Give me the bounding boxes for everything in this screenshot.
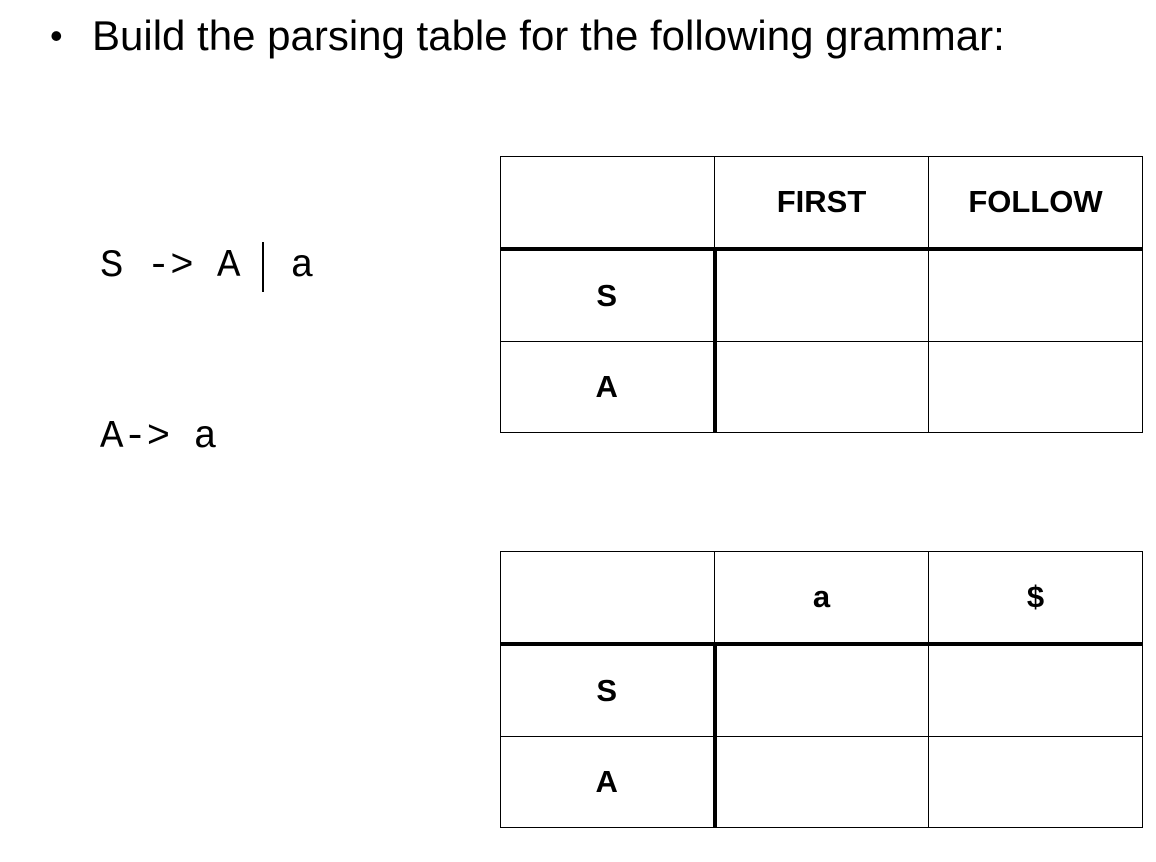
row-header: S: [501, 644, 715, 737]
alternation-bar: [262, 242, 264, 292]
table-row: [501, 342, 1143, 433]
corner-cell: [501, 157, 715, 250]
table-cell: [715, 644, 929, 737]
table-header-row: [501, 552, 1143, 645]
column-header-end-marker: $: [929, 552, 1143, 645]
row-header: A: [501, 737, 715, 828]
table-row: [501, 644, 1143, 737]
rule-lhs: A: [100, 415, 124, 459]
bullet-icon: •: [50, 15, 63, 56]
corner-cell: [501, 552, 715, 645]
row-header: S: [501, 249, 715, 342]
table-cell: [929, 644, 1143, 737]
parsing-table: [500, 551, 1143, 828]
grammar-rule-a: [100, 409, 314, 466]
grammar-rule-s: [100, 238, 314, 295]
column-header-follow: FOLLOW: [929, 157, 1143, 250]
table-row: [501, 737, 1143, 828]
row-header: A: [501, 342, 715, 433]
grammar-block: [100, 124, 314, 523]
column-header-terminal-a: a: [715, 552, 929, 645]
heading-text: Build the parsing table for the following grammar:: [92, 12, 1005, 59]
table-row: [501, 249, 1143, 342]
table-cell: [929, 249, 1143, 342]
first-follow-table: [500, 156, 1143, 433]
rule-lhs: S: [100, 244, 124, 288]
table-cell: [715, 342, 929, 433]
rule-arrow: ->: [123, 415, 171, 459]
question-heading: [50, 8, 1005, 64]
rule-arrow: ->: [146, 244, 194, 288]
table-cell: [929, 342, 1143, 433]
table-cell: [929, 737, 1143, 828]
table-cell: [715, 737, 929, 828]
table-cell: [715, 249, 929, 342]
rule-rhs: a: [193, 415, 218, 459]
table-header-row: [501, 157, 1143, 250]
rule-alternative: a: [290, 244, 314, 288]
column-header-first: FIRST: [715, 157, 929, 250]
rule-alternative: A: [217, 244, 241, 288]
